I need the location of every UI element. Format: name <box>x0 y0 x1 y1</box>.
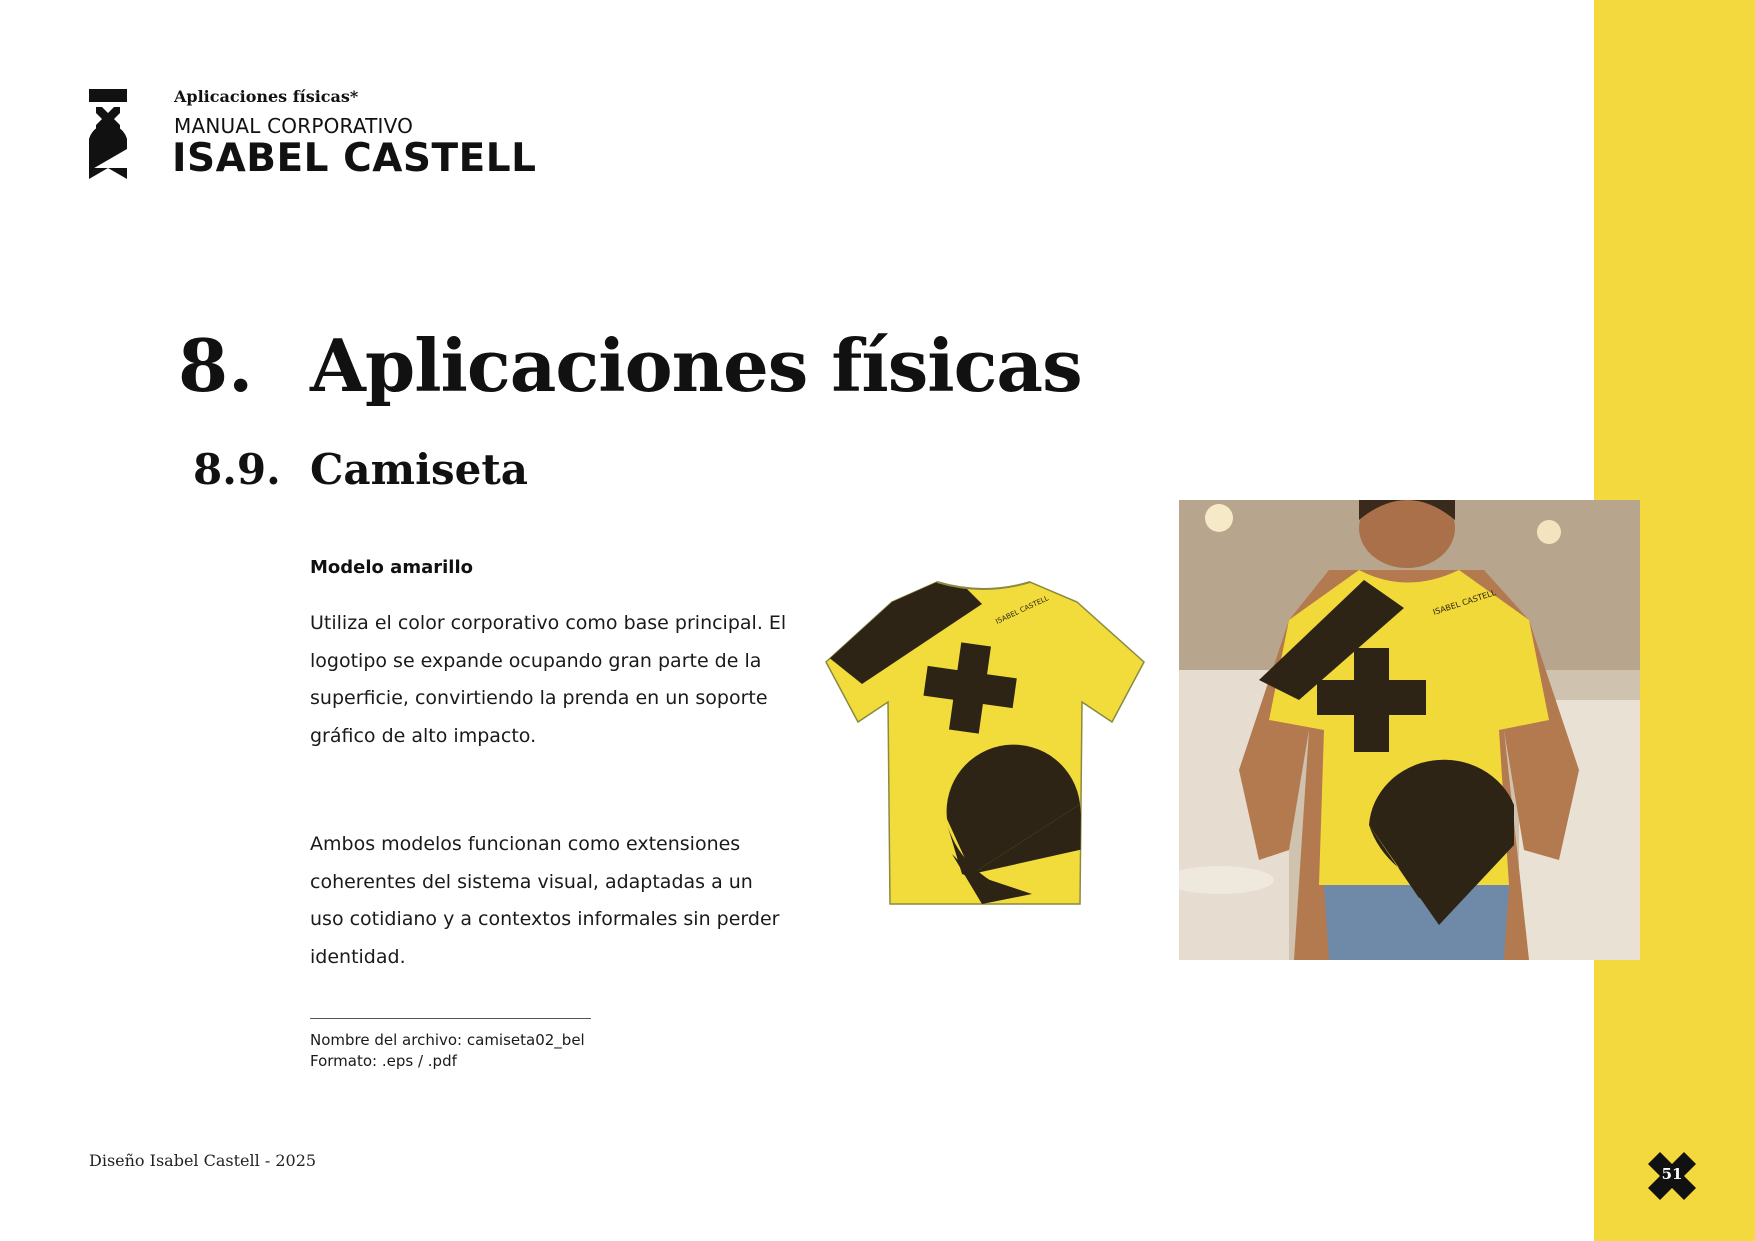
file-info <box>310 1030 585 1072</box>
file-name-line: Nombre del archivo: camiseta02_bel <box>310 1031 585 1049</box>
page-number: 51 <box>1661 1165 1683 1183</box>
subsection-title: Camiseta <box>310 445 529 494</box>
tshirt-photo <box>1179 500 1640 960</box>
description-paragraph-1: Utiliza el color corporativo como base principal. El logotipo se expande ocupando gran parte de la superficie, convirtiendo la prenda en un soporte gráfico de alto impacto. <box>310 612 787 747</box>
description-paragraph-2: Ambos modelos funcionan como extensiones coherentes del sistema visual, adaptadas a un uso cotidiano y a contextos informales sin perder identidad. <box>310 833 780 968</box>
svg-text:ISABEL CASTELL: ISABEL CASTELL <box>994 594 1050 626</box>
section-title: Aplicaciones físicas <box>310 323 1082 408</box>
file-info-divider <box>310 1018 591 1019</box>
header-brand-name: ISABEL CASTELL <box>172 136 537 181</box>
section-number: 8. <box>178 323 254 408</box>
header-manual-label: MANUAL CORPORATIVO <box>174 114 414 138</box>
model-heading: Modelo amarillo <box>310 557 473 578</box>
file-format-line: Formato: .eps / .pdf <box>310 1052 457 1070</box>
brand-logo-icon <box>89 89 127 179</box>
tshirt-illustration <box>822 574 1147 908</box>
footer-credit: Diseño Isabel Castell - 2025 <box>89 1151 317 1170</box>
subsection-number: 8.9. <box>193 445 281 494</box>
header-kicker: Aplicaciones físicas* <box>174 87 359 106</box>
svg-text:ISABEL CASTELL: ISABEL CASTELL <box>1431 588 1498 617</box>
